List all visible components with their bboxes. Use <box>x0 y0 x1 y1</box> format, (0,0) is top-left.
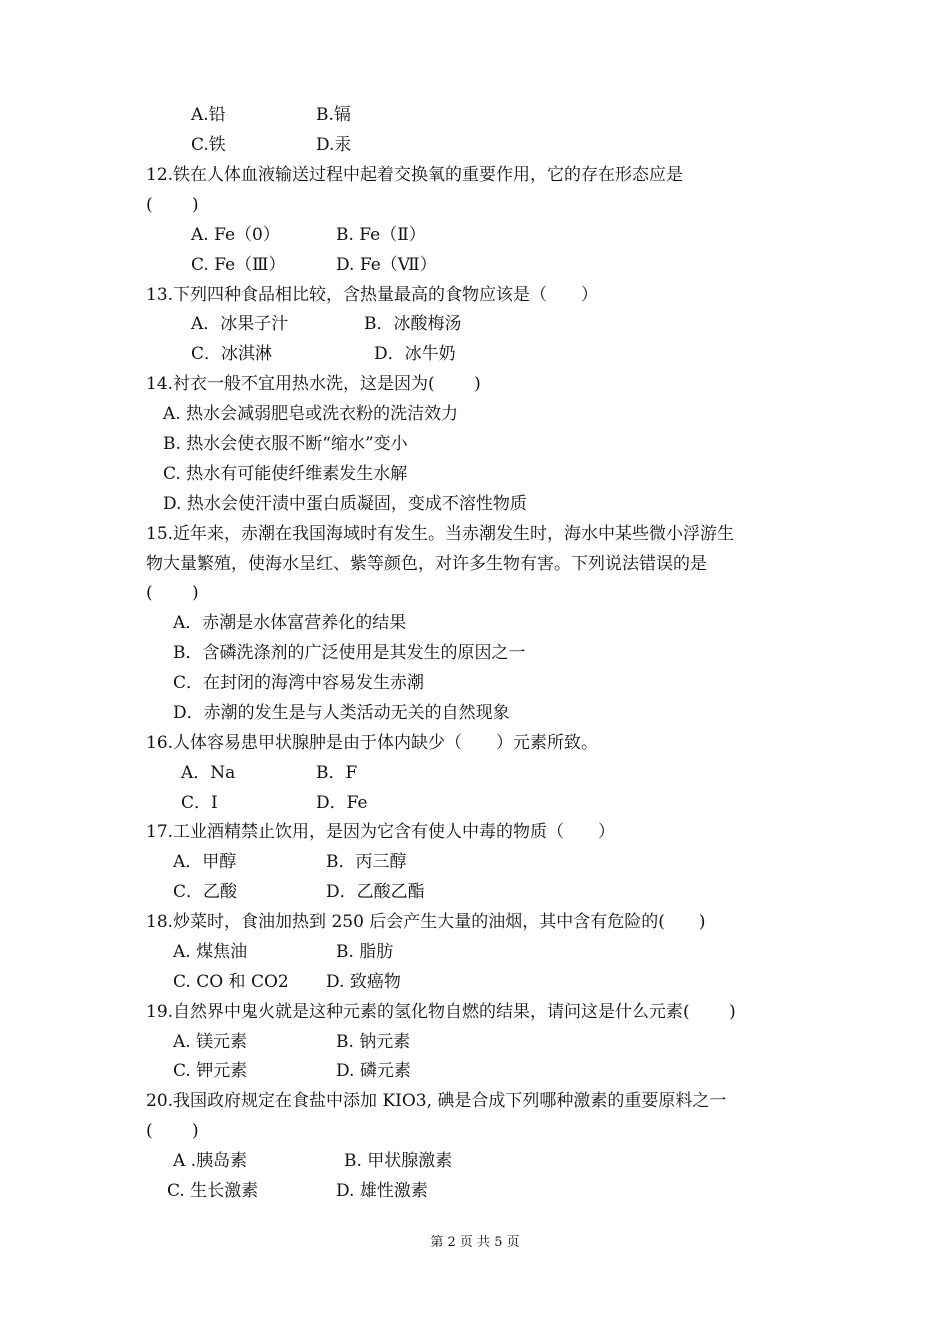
q11-option-d: D.汞 <box>316 135 352 155</box>
q17-option-d: D．乙酸乙酯 <box>326 882 425 902</box>
q15-stem-line-2: 物大量繁殖，使海水呈红、紫等颜色，对许多生物有害。下列说法错误的是 <box>146 554 707 574</box>
q13-option-c: C．冰淇淋 <box>191 344 273 364</box>
q14-option-c: C. 热水有可能使纤维素发生水解 <box>163 464 408 484</box>
q20-option-c: C. 生长激素 <box>167 1181 259 1201</box>
q19-option-b: B. 钠元素 <box>336 1032 411 1052</box>
q14-option-d: D. 热水会使汗渍中蛋白质凝固，变成不溶性物质 <box>163 494 527 514</box>
q20-option-a: A .胰岛素 <box>173 1151 248 1171</box>
q19-option-d: D. 磷元素 <box>336 1061 411 1081</box>
q15-option-c: C．在封闭的海湾中容易发生赤潮 <box>173 673 425 693</box>
q20-blank: ( ) <box>146 1121 199 1141</box>
q18-option-b: B. 脂肪 <box>336 942 394 962</box>
q13-option-b: B．冰酸梅汤 <box>364 314 462 334</box>
q14-stem: 14.衬衣一般不宜用热水洗，这是因为( ) <box>146 374 481 394</box>
q13-option-d: D．冰牛奶 <box>374 344 456 364</box>
q18-option-c: C. CO 和 CO2 <box>173 972 289 992</box>
q15-option-b: B．含磷洗涤剂的广泛使用是其发生的原因之一 <box>173 643 526 663</box>
q16-stem: 16.人体容易患甲状腺肿是由于体内缺少（ ）元素所致。 <box>146 733 599 753</box>
q17-option-c: C．乙酸 <box>173 882 238 902</box>
page-number-footer: 第 2 页 共 5 页 <box>430 1235 520 1250</box>
q12-stem: 12.铁在人体血液输送过程中起着交换氧的重要作用，它的存在形态应是 <box>146 165 684 185</box>
q12-option-d: D. Fe（Ⅶ） <box>336 255 437 275</box>
q13-option-a: A．冰果子汁 <box>191 314 289 334</box>
q15-option-a: A．赤潮是水体富营养化的结果 <box>173 613 407 633</box>
q16-option-d: D．Fe <box>316 793 368 813</box>
q20-option-d: D. 雄性激素 <box>336 1181 428 1201</box>
q19-stem: 19.自然界中鬼火就是这种元素的氢化物自燃的结果，请问这是什么元素( ) <box>146 1002 736 1022</box>
q14-option-b: B. 热水会使衣服不断“缩水”变小 <box>163 434 408 454</box>
q16-option-c: C．I <box>181 793 218 813</box>
q18-option-d: D. 致癌物 <box>326 972 401 992</box>
q17-option-a: A．甲醇 <box>173 852 237 872</box>
q15-stem-line-1: 15.近年来，赤潮在我国海域时有发生。当赤潮发生时，海水中某些微小浮游生 <box>146 524 735 544</box>
q11-option-c: C.铁 <box>191 135 226 155</box>
q16-option-a: A．Na <box>181 763 236 783</box>
q12-blank: ( ) <box>146 195 199 215</box>
q20-option-b: B. 甲状腺激素 <box>344 1151 453 1171</box>
q15-option-d: D．赤潮的发生是与人类活动无关的自然现象 <box>173 703 510 723</box>
q19-option-a: A. 镁元素 <box>173 1032 248 1052</box>
q20-stem: 20.我国政府规定在食盐中添加 KIO3, 碘是合成下列哪种激素的重要原料之一 <box>146 1091 727 1111</box>
q12-option-a: A. Fe（0） <box>191 225 280 245</box>
q12-option-c: C. Fe（Ⅲ） <box>191 255 286 275</box>
q17-option-b: B．丙三醇 <box>326 852 407 872</box>
q15-blank: ( ) <box>146 583 199 603</box>
q19-option-c: C. 钾元素 <box>173 1061 248 1081</box>
q16-option-b: B．F <box>316 763 358 783</box>
q11-option-b: B.镉 <box>316 105 351 125</box>
q14-option-a: A. 热水会减弱肥皂或洗衣粉的洗洁效力 <box>163 404 459 424</box>
q17-stem: 17.工业酒精禁止饮用，是因为它含有使人中毒的物质（ ） <box>146 822 616 842</box>
q13-stem: 13.下列四种食品相比较，含热量最高的食物应该是（ ） <box>146 285 599 305</box>
q18-stem: 18.炒菜时，食油加热到 250 后会产生大量的油烟，其中含有危险的( ) <box>146 912 706 932</box>
q11-option-a: A.铅 <box>191 105 226 125</box>
q18-option-a: A. 煤焦油 <box>173 942 248 962</box>
q12-option-b: B. Fe（Ⅱ） <box>336 225 426 245</box>
